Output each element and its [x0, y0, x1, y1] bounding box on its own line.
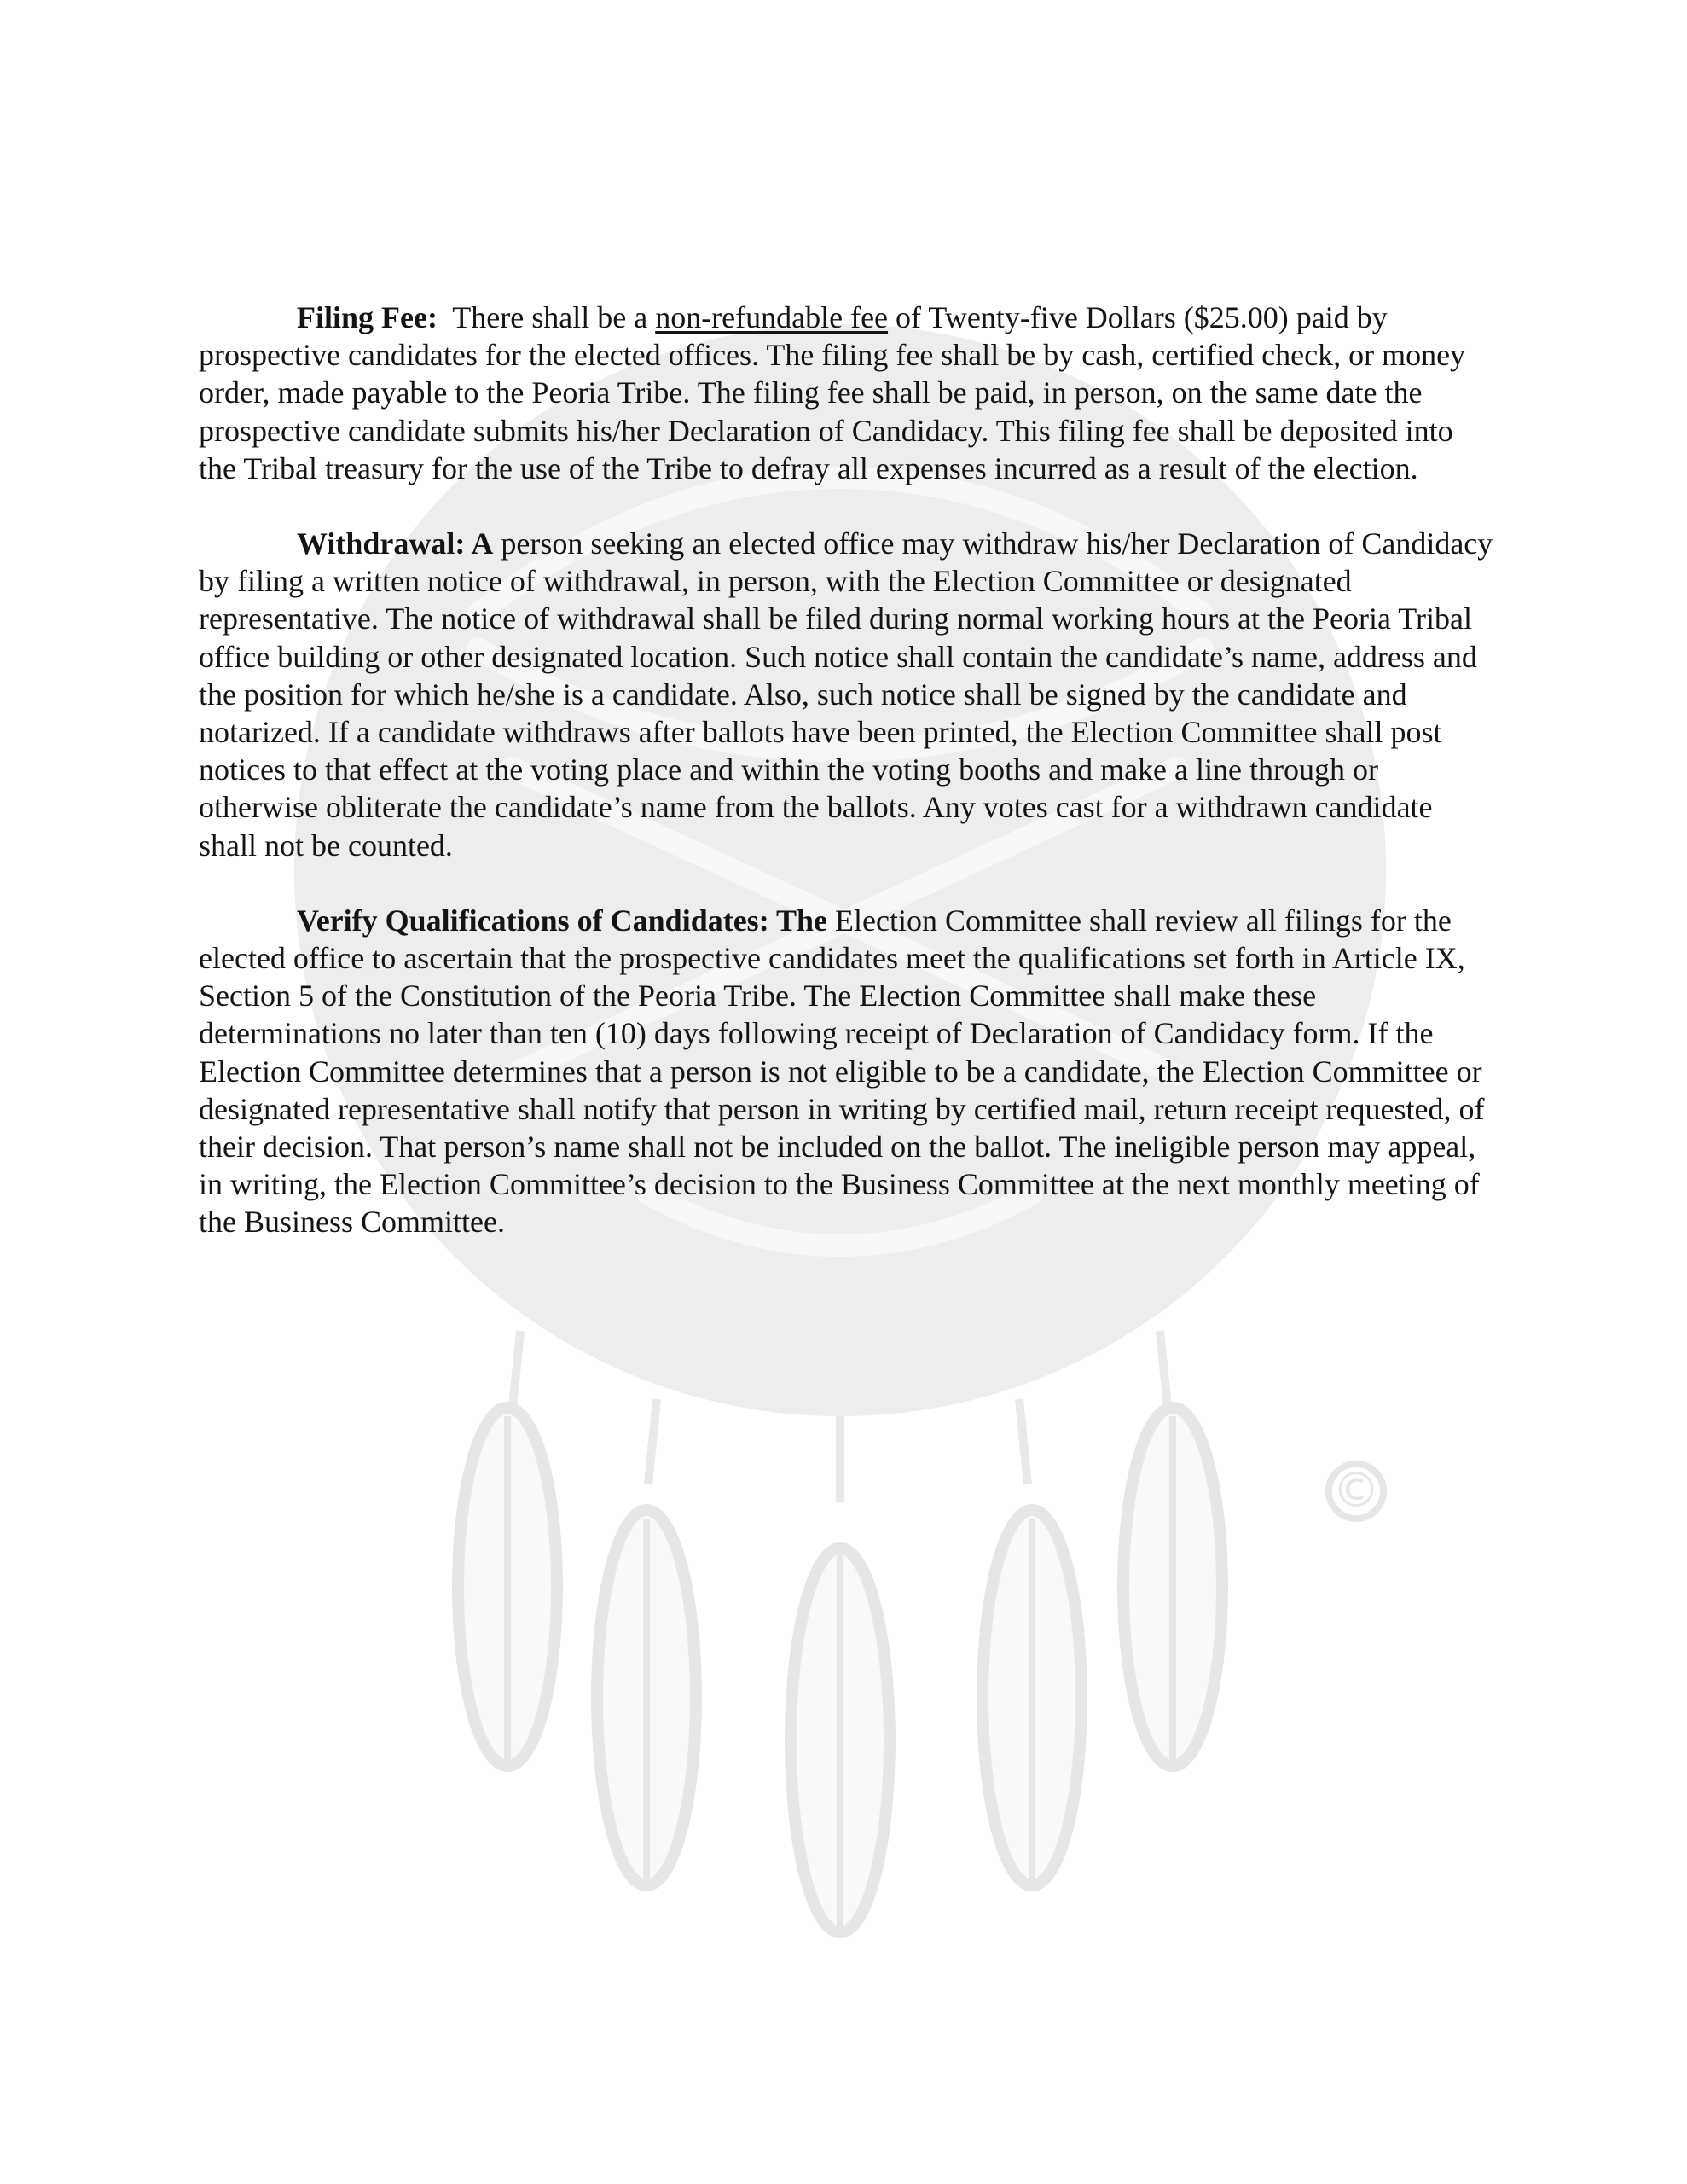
- copyright-symbol: ©: [1332, 1463, 1380, 1519]
- heading-filing-fee: Filing Fee:: [297, 300, 438, 334]
- verify-qualifications-text: Election Committee shall review all filings for the elected office to ascertain that the prospective candidates meet the qualifications set forth in Article IX, Section 5 of the Constitution of the Peoria Tribe. The Election Committee shall make these determinations no later than ten (10) days following receipt of Declaration of Candidacy form. If the Election Committee determines that a person is not eligible to be a candidate, the Election Committee or designated representative shall notify that person in writing by certified mail, return receipt requested, of their decision. That person’s name shall not be included on the ballot. The ineligible person may appeal, in writing, the Election Committee’s decision to the Business Committee at the next monthly meeting of the Business Committee.: [199, 903, 1485, 1240]
- paragraph-verify-qualifications: [199, 902, 1495, 1241]
- paragraph-withdrawal: [199, 525, 1495, 864]
- filing-fee-text-1: There shall be a: [437, 300, 656, 334]
- heading-withdrawal: Withdrawal: A: [297, 526, 494, 561]
- non-refundable-fee-emphasis: non-refundable fee: [655, 300, 889, 334]
- filing-fee-text-2: of Twenty-five Dollars ($25.00) paid by prospective candidates for the elected offices. The filing fee shall be by cash, certified check, or money order, made payable to the Peoria Tribe. The filing fee shall be paid, in person, on the same date the prospective candidate submits his/her Declaration of Candidacy. This filing fee shall be deposited into the Tribal treasury for the use of the Tribe to defray all expenses incurred as a result of the election.: [199, 300, 1466, 485]
- paragraph-filing-fee: [199, 299, 1495, 487]
- withdrawal-text: person seeking an elected office may withdraw his/her Declaration of Candidacy by filing a written notice of withdrawal, in person, with the Election Committee or designated representative. The notice of withdrawal shall be filed during normal working hours at the Peoria Tribal office building or other designated location. Such notice shall contain the candidate’s name, address and the position for which he/she is a candidate. Also, such notice shall be signed by the candidate and notarized. If a candidate withdraws after ballots have been printed, the Election Committee shall post notices to that effect at the voting place and within the voting booths and make a line through or otherwise obliterate the candidate’s name from the ballots. Any votes cast for a withdrawn candidate shall not be counted.: [199, 526, 1493, 863]
- heading-verify-qualifications: Verify Qualifications of Candidates: The: [297, 903, 828, 938]
- document-body: [199, 299, 1495, 1279]
